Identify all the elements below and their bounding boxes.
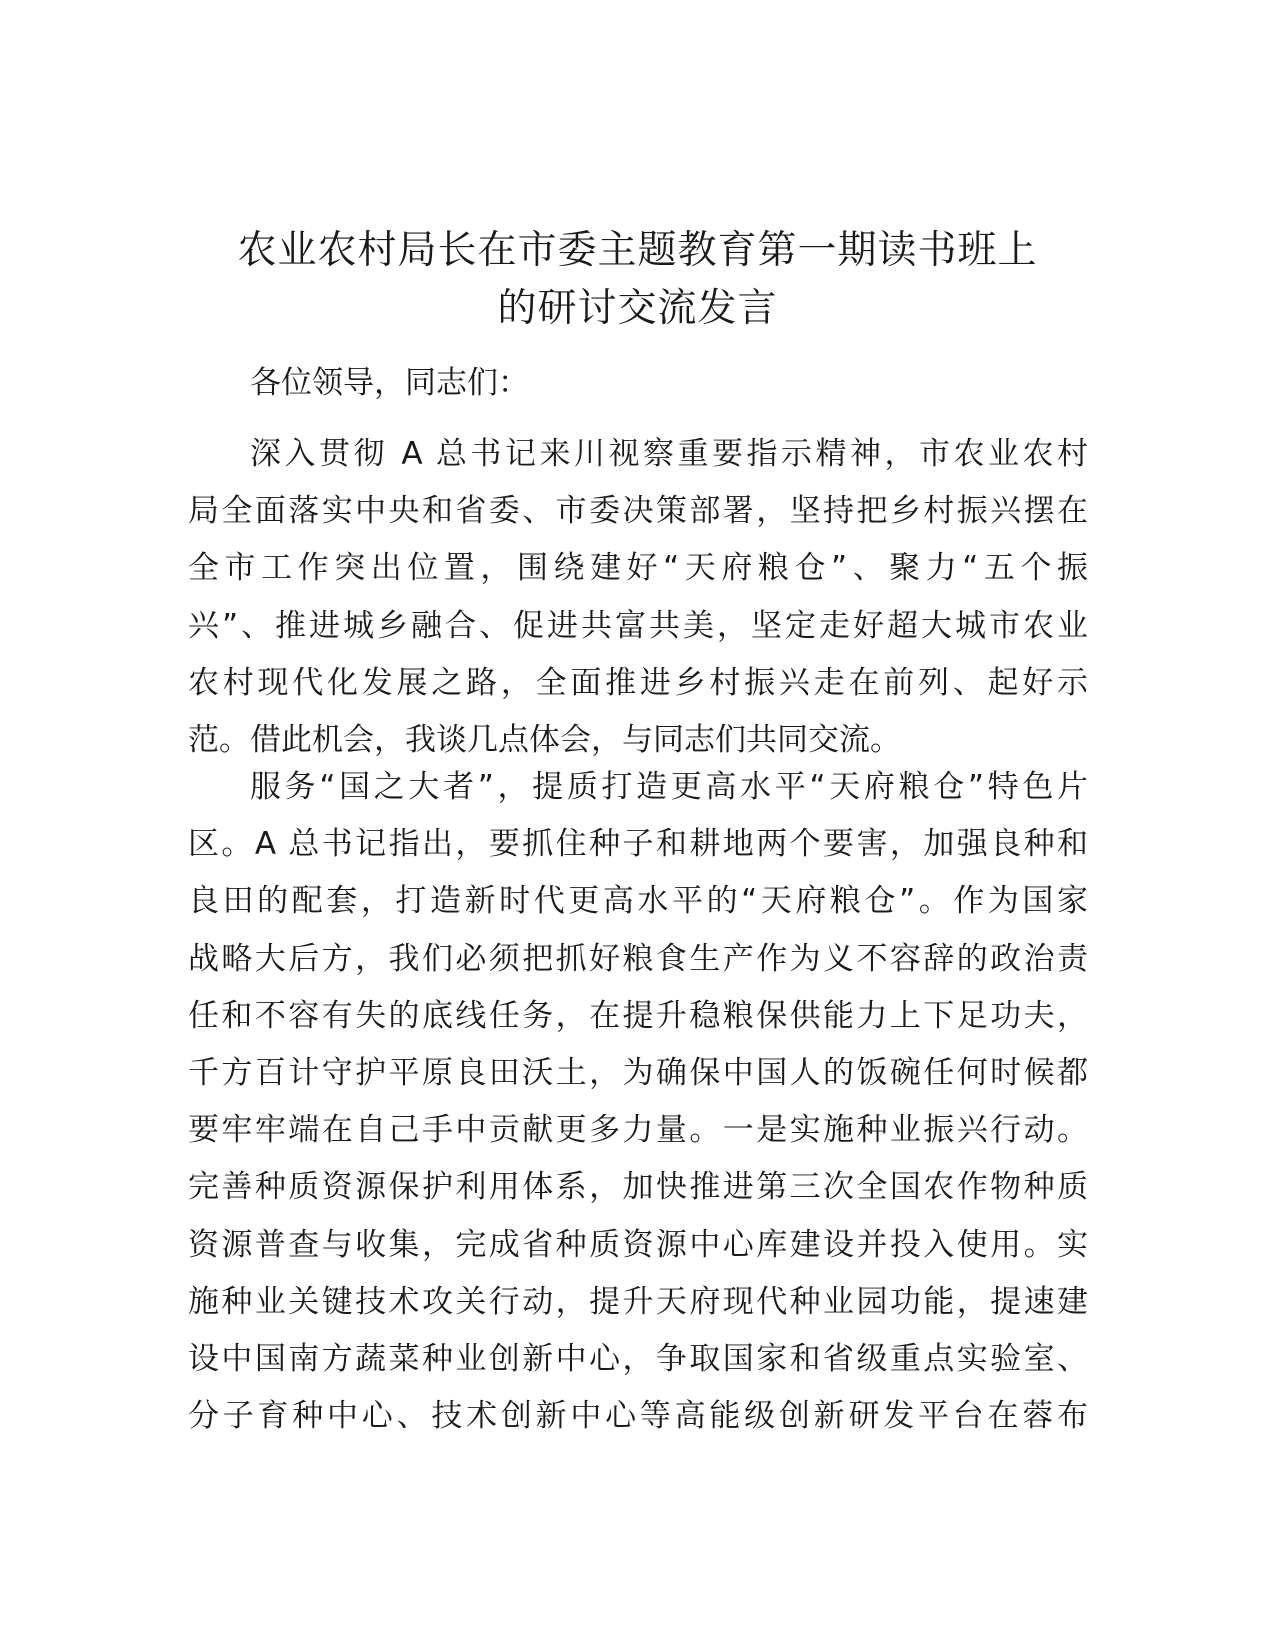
paragraph-line: 战略大后方，我们必须把抓好粮食生产作为义不容辞的政治责 xyxy=(188,940,1088,977)
paragraph-line: 服务“国之大者”，提质打造更高水平“天府粮仓”特色片 xyxy=(250,769,1088,805)
greeting-paragraph xyxy=(188,355,1088,412)
paragraph-line: 千方百计守护平原良田沃土，为确保中国人的饭碗任何时候都 xyxy=(188,1054,1088,1091)
paragraph-line: 要牢牢端在自己手中贡献更多力量。一是实施种业振兴行动。 xyxy=(188,1112,1088,1149)
paragraph-line: 分子育种中心、技术创新中心等高能级创新研发平台在蓉布 xyxy=(188,1398,1088,1435)
paragraph-line: 深入贯彻 A 总书记来川视察重要指示精神，市农业农村 xyxy=(250,436,1088,472)
greeting-text: 各位领导，同志们： xyxy=(250,365,529,401)
paragraph-line: 设中国南方蔬菜种业创新中心，争取国家和省级重点实验室、 xyxy=(188,1340,1088,1377)
paragraph-line: 任和不容有失的底线任务，在提升稳粮保供能力上下足功夫， xyxy=(188,997,1088,1034)
title-line: 的研讨交流发言 xyxy=(497,286,778,331)
paragraph-line: 施种业关键技术攻关行动，提升天府现代种业园功能，提速建 xyxy=(188,1283,1088,1320)
body-paragraph-1 xyxy=(188,426,1088,769)
paragraph-line: 良田的配套，打造新时代更高水平的“天府粮仓”。作为国家 xyxy=(188,883,1088,920)
paragraph-line: 完善种质资源保护利用体系，加快推进第三次全国农作物种质 xyxy=(188,1169,1088,1206)
paragraph-line: 范。借此机会，我谈几点体会，与同志们共同交流。 xyxy=(188,721,901,758)
paragraph-line: 农村现代化发展之路，全面推进乡村振兴走在前列、起好示 xyxy=(188,664,1088,701)
paragraph-line: 兴”、推进城乡融合、促进共富共美，坚定走好超大城市农业 xyxy=(188,607,1088,644)
paragraph-line: 资源普查与收集，完成省种质资源中心库建设并投入使用。实 xyxy=(188,1226,1088,1263)
paragraph-line: 区。A 总书记指出，要抓住种子和耕地两个要害，加强良种和 xyxy=(188,826,1088,863)
paragraph-line: 全市工作突出位置，围绕建好“天府粮仓”、聚力“五个振 xyxy=(188,550,1088,587)
title-line: 农业农村局长在市委主题教育第一期读书班上 xyxy=(237,228,1038,273)
paragraph-line: 局全面落实中央和省委、市委决策部署，坚持把乡村振兴摆在 xyxy=(188,493,1088,530)
document-title xyxy=(180,222,1095,338)
body-paragraph-2 xyxy=(188,759,1088,1445)
